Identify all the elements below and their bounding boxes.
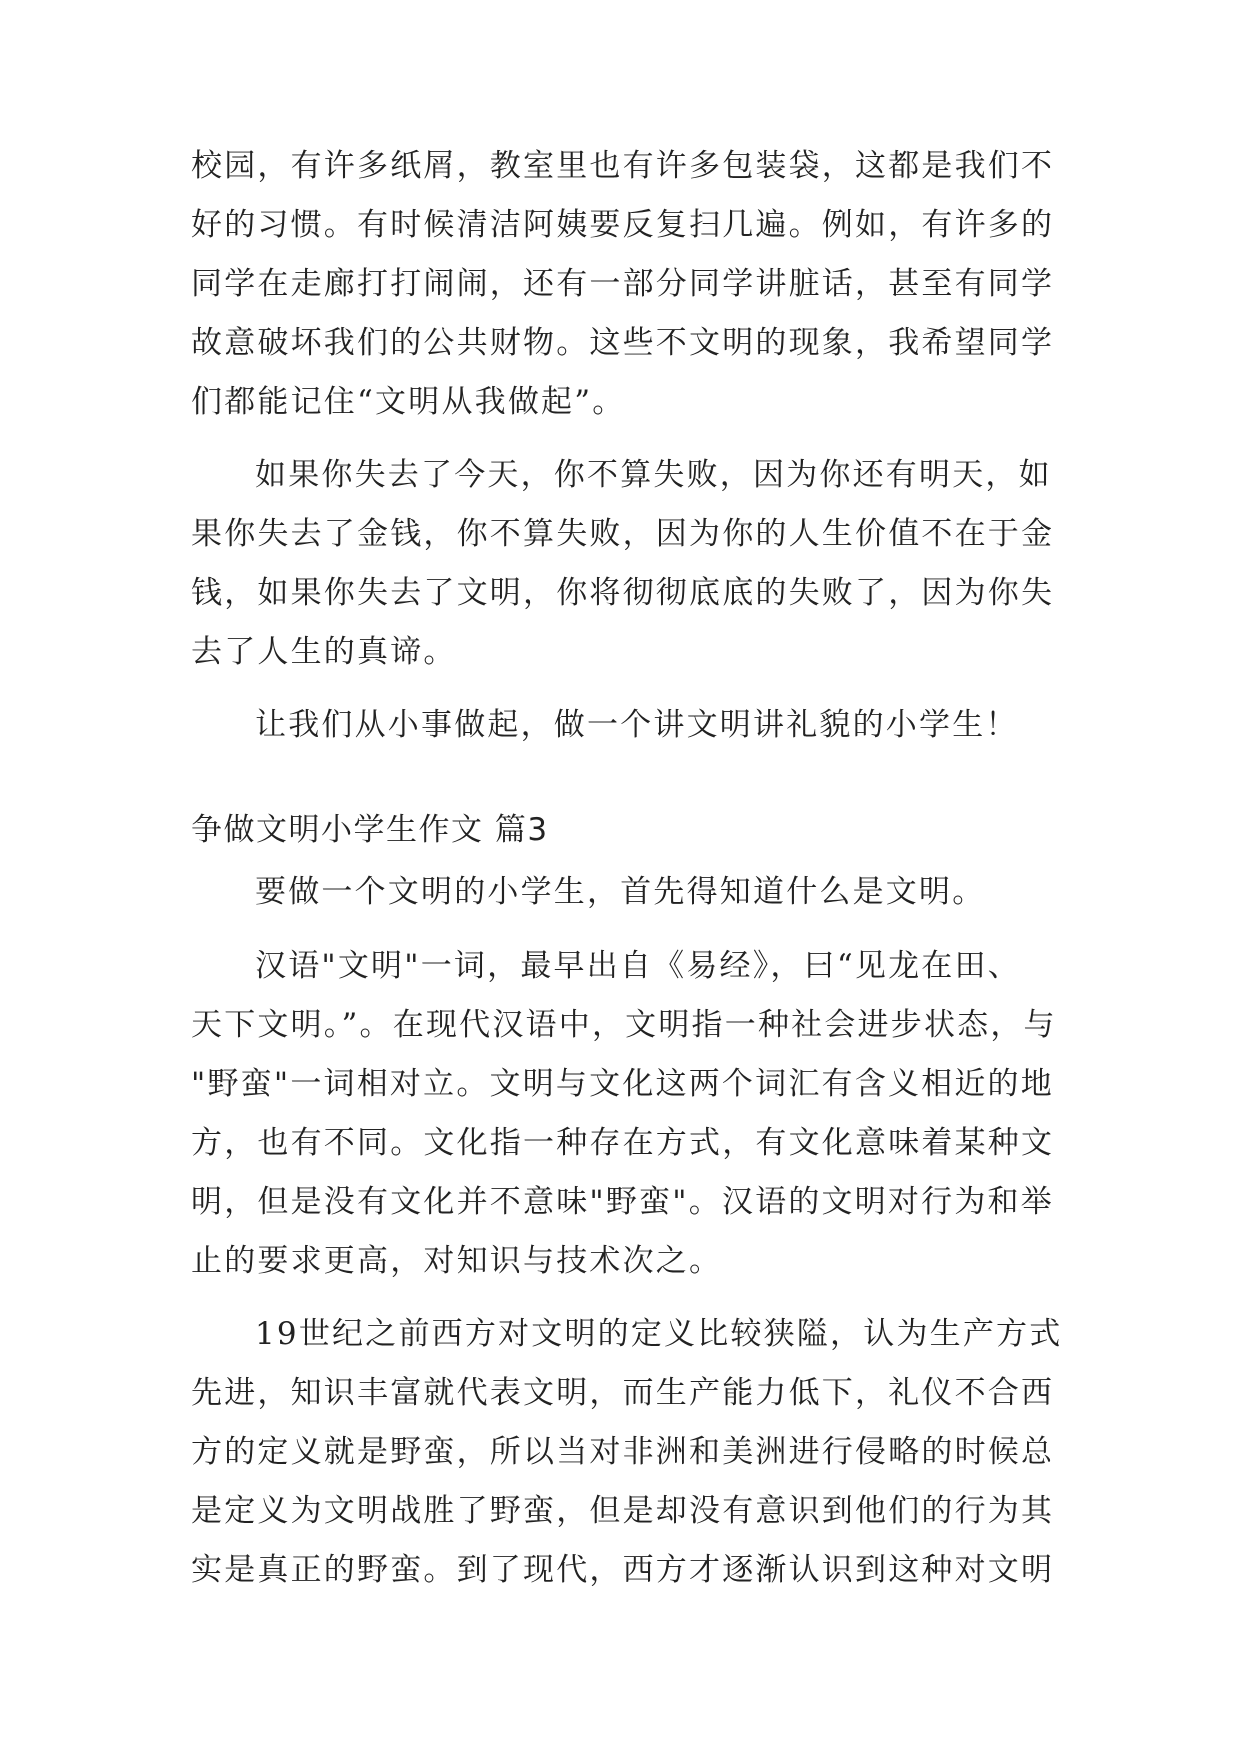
paragraph-6-line-5: 实是真正的野蛮。到了现代，西方才逐渐认识到这种对文明 (191, 1552, 1055, 1588)
paragraph-2-line-2: 果你失去了金钱，你不算失败，因为你的人生价值不在于金 (191, 516, 1055, 552)
paragraph-5-line-3: "野蛮"一词相对立。文明与文化这两个词汇有含义相近的地 (191, 1066, 1054, 1102)
paragraph-5-line-6: 止的要求更高，对知识与技术次之。 (191, 1243, 723, 1279)
paragraph-2-line-3: 钱，如果你失去了文明，你将彻彻底底的失败了，因为你失 (191, 575, 1055, 611)
paragraph-6-line-4: 是定义为文明战胜了野蛮，但是却没有意识到他们的行为其 (191, 1493, 1055, 1529)
paragraph-1-line-3: 同学在走廊打打闹闹，还有一部分同学讲脏话，甚至有同学 (191, 266, 1055, 302)
paragraph-1-line-1: 校园，有许多纸屑，教室里也有许多包装袋，这都是我们不 (191, 148, 1055, 184)
paragraph-1-line-5: 们都能记住“文明从我做起”。 (191, 384, 626, 420)
paragraph-6-line-3: 方的定义就是野蛮，所以当对非洲和美洲进行侵略的时候总 (191, 1434, 1055, 1470)
paragraph-6-line-2: 先进，知识丰富就代表文明，而生产能力低下，礼仪不合西 (191, 1375, 1055, 1411)
paragraph-2-line-1: 如果你失去了今天，你不算失败，因为你还有明天，如 (255, 457, 1052, 493)
paragraph-2-line-4: 去了人生的真谛。 (191, 634, 457, 670)
paragraph-6-line-1: 19世纪之前西方对文明的定义比较狭隘，认为生产方式 (255, 1316, 1063, 1352)
paragraph-1-line-2: 好的习惯。有时候清洁阿姨要反复扫几遍。例如，有许多的 (191, 207, 1055, 243)
paragraph-5-line-1: 汉语"文明"一词，最早出自《易经》，曰“见龙在田、 (255, 948, 1021, 984)
paragraph-3-line-1: 让我们从小事做起，做一个讲文明讲礼貌的小学生！ (255, 707, 1019, 743)
paragraph-5-line-4: 方，也有不同。文化指一种存在方式，有文化意味着某种文 (191, 1125, 1055, 1161)
paragraph-5-line-5: 明，但是没有文化并不意味"野蛮"。汉语的文明对行为和举 (191, 1184, 1054, 1220)
section-heading: 争做文明小学生作文 篇3 (191, 812, 549, 848)
paragraph-4-line-1: 要做一个文明的小学生，首先得知道什么是文明。 (255, 874, 986, 910)
paragraph-1-line-4: 故意破坏我们的公共财物。这些不文明的现象，我希望同学 (191, 325, 1055, 361)
paragraph-5-line-2: 天下文明。”。在现代汉语中，文明指一种社会进步状态，与 (191, 1007, 1057, 1043)
